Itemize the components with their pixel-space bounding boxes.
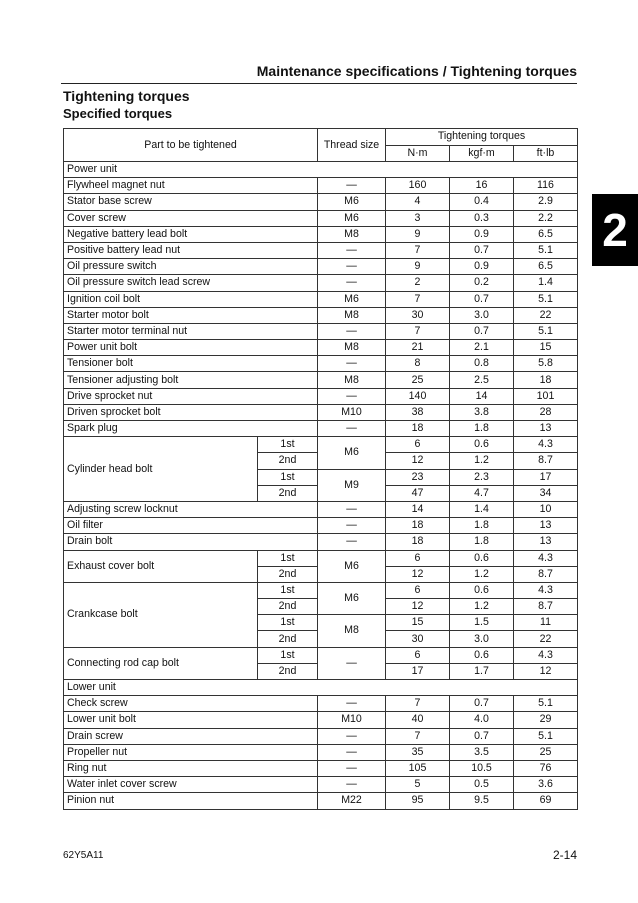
table-row	[64, 777, 578, 793]
cell-nm: 17	[386, 663, 450, 679]
cell-ftlb: 4.3	[514, 647, 578, 663]
cell-part: Ignition coil bolt	[64, 291, 318, 307]
cell-thread: —	[318, 421, 386, 437]
cell-kgfm: 1.7	[450, 663, 514, 679]
cell-part: Pinion nut	[64, 793, 318, 809]
table-row	[64, 728, 578, 744]
table-row	[64, 534, 578, 550]
cell-thread: M6	[318, 210, 386, 226]
cell-kgfm: 0.6	[450, 437, 514, 453]
cell-nm: 18	[386, 534, 450, 550]
table-row	[64, 647, 578, 663]
header-kgfm: kgf·m	[450, 145, 514, 162]
cell-ftlb: 13	[514, 421, 578, 437]
cell-ftlb: 3.6	[514, 777, 578, 793]
cell-nm: 30	[386, 307, 450, 323]
cell-nm: 18	[386, 518, 450, 534]
cell-nm: 3	[386, 210, 450, 226]
footer-document-code: 62Y5A11	[63, 850, 104, 861]
cell-ftlb: 34	[514, 485, 578, 501]
table-row	[64, 275, 578, 291]
table-row	[64, 550, 578, 566]
cell-ftlb: 4.3	[514, 550, 578, 566]
cell-stage: 2nd	[258, 453, 318, 469]
section-label: Lower unit	[64, 680, 578, 696]
table-row	[64, 356, 578, 372]
cell-ftlb: 4.3	[514, 582, 578, 598]
cell-nm: 2	[386, 275, 450, 291]
cell-kgfm: 3.5	[450, 744, 514, 760]
cell-ftlb: 1.4	[514, 275, 578, 291]
cell-nm: 7	[386, 323, 450, 339]
table-row	[64, 712, 578, 728]
cell-kgfm: 0.9	[450, 259, 514, 275]
subsection-title: Specified torques	[63, 106, 173, 121]
cell-thread: —	[318, 760, 386, 776]
cell-part: Spark plug	[64, 421, 318, 437]
table-row	[64, 372, 578, 388]
cell-kgfm: 14	[450, 388, 514, 404]
section-title: Tightening torques	[63, 88, 190, 104]
cell-kgfm: 0.7	[450, 242, 514, 258]
cell-nm: 8	[386, 356, 450, 372]
cell-thread: M8	[318, 615, 386, 647]
cell-kgfm: 16	[450, 178, 514, 194]
cell-nm: 38	[386, 404, 450, 420]
cell-kgfm: 4.7	[450, 485, 514, 501]
table-row	[64, 307, 578, 323]
cell-thread: M6	[318, 582, 386, 614]
cell-nm: 12	[386, 453, 450, 469]
cell-part: Starter motor terminal nut	[64, 323, 318, 339]
cell-ftlb: 4.3	[514, 437, 578, 453]
cell-nm: 12	[386, 566, 450, 582]
cell-part: Cylinder head bolt	[64, 437, 258, 502]
header-rule	[61, 83, 577, 84]
table-row	[64, 760, 578, 776]
cell-kgfm: 3.0	[450, 307, 514, 323]
table-row	[64, 582, 578, 598]
cell-stage: 1st	[258, 615, 318, 631]
cell-thread: M6	[318, 291, 386, 307]
cell-ftlb: 13	[514, 518, 578, 534]
cell-stage: 2nd	[258, 485, 318, 501]
cell-kgfm: 1.8	[450, 534, 514, 550]
cell-ftlb: 5.1	[514, 323, 578, 339]
cell-thread: —	[318, 356, 386, 372]
cell-thread: —	[318, 259, 386, 275]
table-row	[64, 259, 578, 275]
cell-stage: 2nd	[258, 599, 318, 615]
cell-ftlb: 8.7	[514, 453, 578, 469]
cell-stage: 2nd	[258, 663, 318, 679]
cell-ftlb: 5.8	[514, 356, 578, 372]
cell-nm: 25	[386, 372, 450, 388]
header-part: Part to be tightened	[64, 129, 318, 162]
cell-part: Connecting rod cap bolt	[64, 647, 258, 679]
cell-kgfm: 4.0	[450, 712, 514, 728]
cell-kgfm: 0.3	[450, 210, 514, 226]
cell-nm: 40	[386, 712, 450, 728]
cell-thread: M8	[318, 226, 386, 242]
cell-nm: 4	[386, 194, 450, 210]
cell-nm: 18	[386, 421, 450, 437]
cell-thread: —	[318, 501, 386, 517]
cell-thread: —	[318, 777, 386, 793]
cell-ftlb: 22	[514, 631, 578, 647]
cell-thread: —	[318, 647, 386, 679]
cell-ftlb: 69	[514, 793, 578, 809]
cell-nm: 6	[386, 647, 450, 663]
cell-kgfm: 1.2	[450, 599, 514, 615]
cell-ftlb: 11	[514, 615, 578, 631]
header-ftlb: ft·lb	[514, 145, 578, 162]
cell-ftlb: 2.9	[514, 194, 578, 210]
table-row	[64, 194, 578, 210]
cell-nm: 15	[386, 615, 450, 631]
cell-part: Flywheel magnet nut	[64, 178, 318, 194]
cell-kgfm: 1.2	[450, 566, 514, 582]
cell-nm: 30	[386, 631, 450, 647]
cell-part: Starter motor bolt	[64, 307, 318, 323]
table-row	[64, 323, 578, 339]
table-row	[64, 744, 578, 760]
cell-kgfm: 0.9	[450, 226, 514, 242]
cell-ftlb: 25	[514, 744, 578, 760]
cell-kgfm: 2.5	[450, 372, 514, 388]
table-row	[64, 340, 578, 356]
cell-ftlb: 28	[514, 404, 578, 420]
cell-thread: —	[318, 388, 386, 404]
cell-stage: 1st	[258, 437, 318, 453]
cell-thread: M8	[318, 372, 386, 388]
cell-thread: M6	[318, 550, 386, 582]
cell-part: Drain bolt	[64, 534, 318, 550]
cell-part: Drain screw	[64, 728, 318, 744]
cell-kgfm: 1.8	[450, 421, 514, 437]
cell-kgfm: 1.8	[450, 518, 514, 534]
cell-ftlb: 15	[514, 340, 578, 356]
cell-part: Cover screw	[64, 210, 318, 226]
cell-ftlb: 116	[514, 178, 578, 194]
table-row	[64, 437, 578, 453]
cell-part: Oil pressure switch	[64, 259, 318, 275]
table-row	[64, 421, 578, 437]
cell-part: Exhaust cover bolt	[64, 550, 258, 582]
cell-kgfm: 10.5	[450, 760, 514, 776]
cell-kgfm: 0.2	[450, 275, 514, 291]
cell-ftlb: 5.1	[514, 291, 578, 307]
cell-kgfm: 2.1	[450, 340, 514, 356]
cell-ftlb: 17	[514, 469, 578, 485]
cell-stage: 1st	[258, 550, 318, 566]
cell-stage: 1st	[258, 469, 318, 485]
cell-nm: 5	[386, 777, 450, 793]
cell-kgfm: 3.8	[450, 404, 514, 420]
table-row	[64, 178, 578, 194]
header-torques: Tightening torques	[386, 129, 578, 146]
cell-ftlb: 22	[514, 307, 578, 323]
section-label: Power unit	[64, 162, 578, 178]
page-header-title: Maintenance specifications / Tightening torques	[256, 63, 577, 79]
cell-ftlb: 13	[514, 534, 578, 550]
cell-ftlb: 5.1	[514, 728, 578, 744]
cell-nm: 14	[386, 501, 450, 517]
table-row	[64, 388, 578, 404]
table-row	[64, 291, 578, 307]
cell-part: Adjusting screw locknut	[64, 501, 318, 517]
cell-kgfm: 0.7	[450, 728, 514, 744]
cell-thread: —	[318, 242, 386, 258]
cell-ftlb: 76	[514, 760, 578, 776]
cell-part: Driven sprocket bolt	[64, 404, 318, 420]
cell-nm: 7	[386, 728, 450, 744]
cell-nm: 95	[386, 793, 450, 809]
cell-part: Positive battery lead nut	[64, 242, 318, 258]
cell-nm: 7	[386, 291, 450, 307]
cell-ftlb: 101	[514, 388, 578, 404]
cell-part: Water inlet cover screw	[64, 777, 318, 793]
header-thread: Thread size	[318, 129, 386, 162]
cell-part: Lower unit bolt	[64, 712, 318, 728]
footer-page-number: 2-14	[552, 848, 577, 862]
cell-thread: —	[318, 534, 386, 550]
cell-ftlb: 12	[514, 663, 578, 679]
cell-thread: —	[318, 275, 386, 291]
cell-nm: 9	[386, 226, 450, 242]
cell-thread: —	[318, 518, 386, 534]
cell-kgfm: 0.4	[450, 194, 514, 210]
cell-thread: —	[318, 323, 386, 339]
cell-kgfm: 1.2	[450, 453, 514, 469]
cell-ftlb: 8.7	[514, 566, 578, 582]
cell-thread: M6	[318, 194, 386, 210]
cell-part: Tensioner adjusting bolt	[64, 372, 318, 388]
cell-kgfm: 0.8	[450, 356, 514, 372]
cell-kgfm: 0.6	[450, 550, 514, 566]
cell-part: Drive sprocket nut	[64, 388, 318, 404]
cell-part: Check screw	[64, 696, 318, 712]
cell-nm: 7	[386, 696, 450, 712]
table-row	[64, 518, 578, 534]
cell-ftlb: 8.7	[514, 599, 578, 615]
cell-part: Negative battery lead bolt	[64, 226, 318, 242]
section-row-power-unit	[64, 162, 578, 178]
cell-nm: 35	[386, 744, 450, 760]
table-row	[64, 226, 578, 242]
cell-part: Oil filter	[64, 518, 318, 534]
cell-thread: —	[318, 178, 386, 194]
cell-kgfm: 0.6	[450, 647, 514, 663]
section-row-lower-unit	[64, 680, 578, 696]
cell-stage: 2nd	[258, 566, 318, 582]
cell-nm: 7	[386, 242, 450, 258]
torque-table	[63, 128, 578, 810]
cell-kgfm: 0.6	[450, 582, 514, 598]
cell-kgfm: 0.7	[450, 323, 514, 339]
cell-ftlb: 10	[514, 501, 578, 517]
cell-nm: 47	[386, 485, 450, 501]
cell-part: Crankcase bolt	[64, 582, 258, 647]
cell-part: Ring nut	[64, 760, 318, 776]
cell-kgfm: 9.5	[450, 793, 514, 809]
header-nm: N·m	[386, 145, 450, 162]
cell-ftlb: 5.1	[514, 242, 578, 258]
cell-kgfm: 1.5	[450, 615, 514, 631]
cell-nm: 6	[386, 582, 450, 598]
table-row	[64, 210, 578, 226]
cell-ftlb: 6.5	[514, 259, 578, 275]
cell-part: Stator base screw	[64, 194, 318, 210]
cell-ftlb: 5.1	[514, 696, 578, 712]
cell-nm: 105	[386, 760, 450, 776]
cell-nm: 160	[386, 178, 450, 194]
cell-ftlb: 2.2	[514, 210, 578, 226]
cell-ftlb: 18	[514, 372, 578, 388]
cell-thread: M8	[318, 307, 386, 323]
cell-nm: 23	[386, 469, 450, 485]
cell-ftlb: 29	[514, 712, 578, 728]
cell-part: Oil pressure switch lead screw	[64, 275, 318, 291]
cell-thread: M9	[318, 469, 386, 501]
cell-stage: 1st	[258, 647, 318, 663]
cell-nm: 9	[386, 259, 450, 275]
cell-thread: —	[318, 744, 386, 760]
cell-part: Tensioner bolt	[64, 356, 318, 372]
table-row	[64, 242, 578, 258]
cell-thread: M22	[318, 793, 386, 809]
cell-stage: 2nd	[258, 631, 318, 647]
cell-kgfm: 0.7	[450, 696, 514, 712]
cell-kgfm: 2.3	[450, 469, 514, 485]
cell-nm: 21	[386, 340, 450, 356]
cell-thread: M10	[318, 712, 386, 728]
cell-stage: 1st	[258, 582, 318, 598]
table-header-row	[64, 129, 578, 146]
cell-nm: 12	[386, 599, 450, 615]
cell-ftlb: 6.5	[514, 226, 578, 242]
cell-nm: 6	[386, 437, 450, 453]
table-row	[64, 501, 578, 517]
cell-kgfm: 0.7	[450, 291, 514, 307]
table-row	[64, 404, 578, 420]
cell-kgfm: 3.0	[450, 631, 514, 647]
cell-part: Propeller nut	[64, 744, 318, 760]
cell-thread: M10	[318, 404, 386, 420]
cell-thread: M6	[318, 437, 386, 469]
cell-thread: M8	[318, 340, 386, 356]
cell-kgfm: 0.5	[450, 777, 514, 793]
cell-kgfm: 1.4	[450, 501, 514, 517]
cell-thread: —	[318, 728, 386, 744]
cell-thread: —	[318, 696, 386, 712]
cell-nm: 140	[386, 388, 450, 404]
table-row	[64, 696, 578, 712]
chapter-tab: 2	[592, 194, 638, 266]
cell-nm: 6	[386, 550, 450, 566]
table-row	[64, 793, 578, 809]
cell-part: Power unit bolt	[64, 340, 318, 356]
